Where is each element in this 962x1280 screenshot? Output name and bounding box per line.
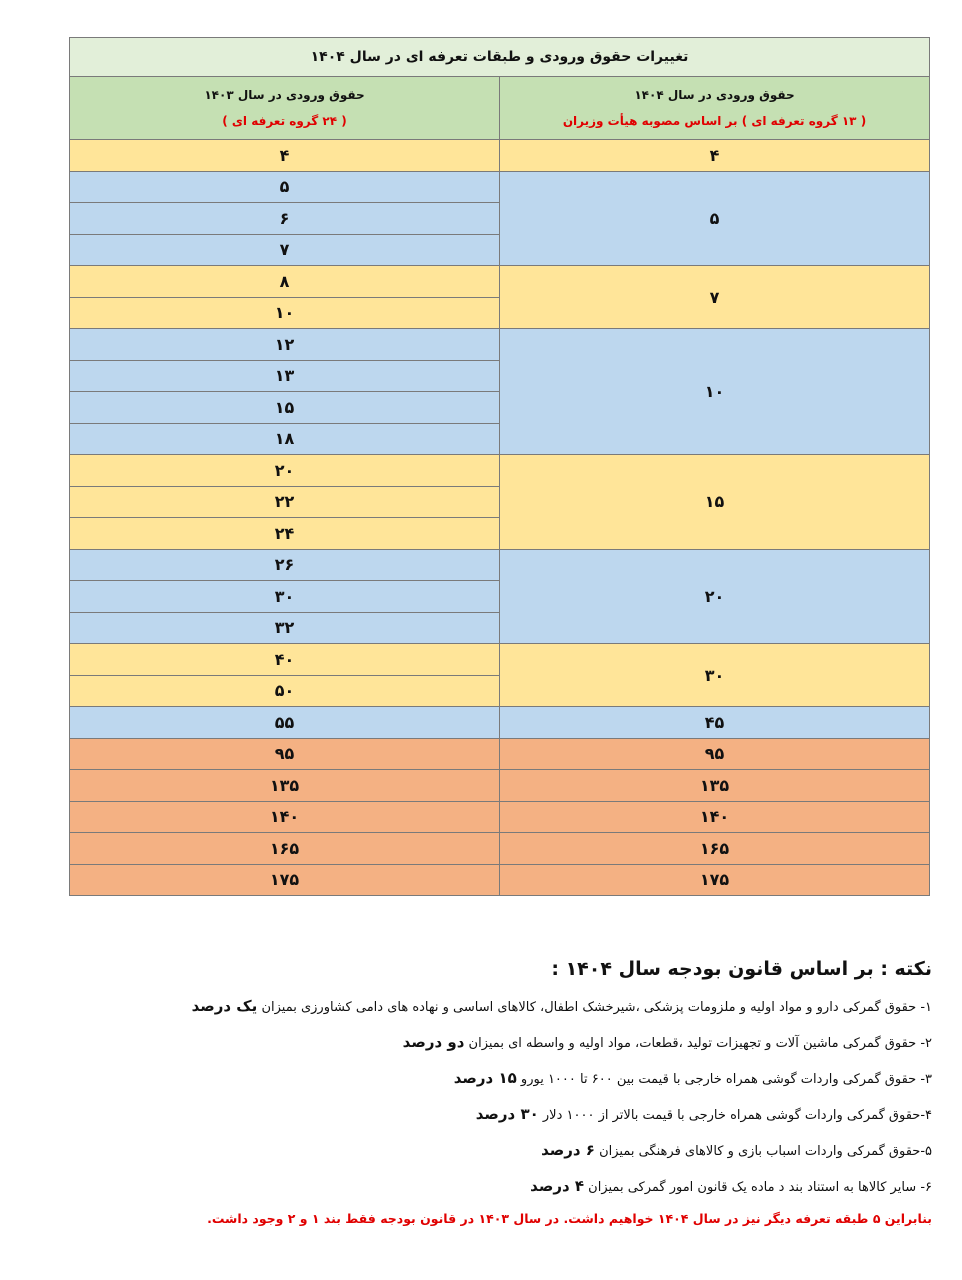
notes-conclusion: بنابراین ۵ طبقه تعرفه دیگر نیز در سال ۱۴۰۴ خواهیم داشت. در سال ۱۴۰۳ در قانون بودجه فقط بند ۱ و ۲ وجود داشت. — [207, 1211, 932, 1226]
group-1404-cell: ۱۷۵ — [500, 864, 930, 896]
note-rate: ۴ درصد — [530, 1177, 585, 1195]
table-title: تغییرات حقوق ورودی و طبقات تعرفه ای در سال ۱۴۰۴ — [70, 38, 930, 77]
note-text: ۱- حقوق گمرکی دارو و مواد اولیه و ملزومات پزشکی ،شیرخشک اطفال، کالاهای اساسی و نهاده های دامی کشاورزی بمیزان — [261, 1000, 932, 1015]
note-text: ۳- حقوق گمرکی واردات گوشی همراه خارجی با قیمت بین ۶۰۰ تا ۱۰۰۰ یورو — [520, 1072, 932, 1087]
group-1404-cell: ۳۰ — [500, 644, 930, 707]
note-item-4 — [14, 1096, 932, 1132]
note-text: ۴-حقوق گمرکی واردات گوشی همراه خارجی با قیمت بالاتر از ۱۰۰۰ دلار — [542, 1108, 932, 1123]
rate-1403-cell: ۳۰ — [70, 581, 500, 613]
rate-1403-cell: ۸ — [70, 266, 500, 298]
rate-1403-cell: ۱۴۰ — [70, 801, 500, 833]
rate-1403-cell: ۱۸ — [70, 423, 500, 455]
group-1404-cell: ۱۴۰ — [500, 801, 930, 833]
note-item-1 — [14, 988, 932, 1024]
rate-1403-cell: ۱۳ — [70, 360, 500, 392]
note-text: ۲- حقوق گمرکی ماشین آلات و تجهیزات تولید ،قطعات، مواد اولیه و واسطه ای بمیزان — [468, 1036, 932, 1051]
group-1404-cell: ۷ — [500, 266, 930, 329]
notes-title: نکته : بر اساس قانون بودجه سال ۱۴۰۴ : — [551, 958, 932, 980]
note-text: ۶- سایر کالاها به استناد بند د ماده یک قانون امور گمرکی بمیزان — [588, 1180, 932, 1195]
rate-1403-cell: ۵۵ — [70, 707, 500, 739]
rate-1403-cell: ۱۷۵ — [70, 864, 500, 896]
rate-1403-cell: ۵ — [70, 171, 500, 203]
rate-1403-cell: ۲۶ — [70, 549, 500, 581]
rate-1403-cell: ۷ — [70, 234, 500, 266]
note-item-6 — [14, 1168, 932, 1204]
group-1404-cell: ۴۵ — [500, 707, 930, 739]
group-1404-cell: ۱۳۵ — [500, 770, 930, 802]
rate-1403-cell: ۱۵ — [70, 392, 500, 424]
note-rate: ۳۰ درصد — [475, 1105, 539, 1123]
note-item-2 — [14, 1024, 932, 1060]
header-1403-title: حقوق ورودی در سال ۱۴۰۳ — [204, 88, 365, 102]
rate-1403-cell: ۱۰ — [70, 297, 500, 329]
rate-1403-cell: ۵۰ — [70, 675, 500, 707]
group-1404-cell: ۹۵ — [500, 738, 930, 770]
rate-1403-cell: ۶ — [70, 203, 500, 235]
rate-1403-cell: ۳۲ — [70, 612, 500, 644]
header-1404 — [500, 77, 930, 140]
note-item-5 — [14, 1132, 932, 1168]
tariff-comparison-table — [69, 37, 930, 896]
rate-1403-cell: ۴۰ — [70, 644, 500, 676]
rate-1403-cell: ۱۳۵ — [70, 770, 500, 802]
rate-1403-cell: ۱۶۵ — [70, 833, 500, 865]
note-rate: ۱۵ درصد — [453, 1069, 517, 1087]
group-1404-cell: ۱۶۵ — [500, 833, 930, 865]
notes-section — [14, 950, 932, 1234]
rate-1403-cell: ۱۲ — [70, 329, 500, 361]
group-1404-cell: ۵ — [500, 171, 930, 266]
rate-1403-cell: ۴ — [70, 140, 500, 172]
note-rate: ۶ درصد — [541, 1141, 595, 1159]
header-1403-subtitle: ( ۲۴ گروه تعرفه ای ) — [222, 114, 347, 128]
header-1403 — [70, 77, 500, 140]
note-rate: دو درصد — [402, 1033, 465, 1051]
rate-1403-cell: ۲۰ — [70, 455, 500, 487]
note-rate: یک درصد — [191, 997, 258, 1015]
group-1404-cell: ۱۵ — [500, 455, 930, 550]
note-text: ۵-حقوق گمرکی واردات اسباب بازی و کالاهای فرهنگی بمیزان — [599, 1144, 932, 1159]
rate-1403-cell: ۲۲ — [70, 486, 500, 518]
group-1404-cell: ۲۰ — [500, 549, 930, 644]
group-1404-cell: ۴ — [500, 140, 930, 172]
group-1404-cell: ۱۰ — [500, 329, 930, 455]
rate-1403-cell: ۹۵ — [70, 738, 500, 770]
header-1404-title: حقوق ورودی در سال ۱۴۰۴ — [634, 88, 795, 102]
header-1404-subtitle: ( ۱۳ گروه تعرفه ای ) بر اساس مصوبه هیأت وزیران — [562, 114, 867, 128]
note-item-3 — [14, 1060, 932, 1096]
rate-1403-cell: ۲۴ — [70, 518, 500, 550]
